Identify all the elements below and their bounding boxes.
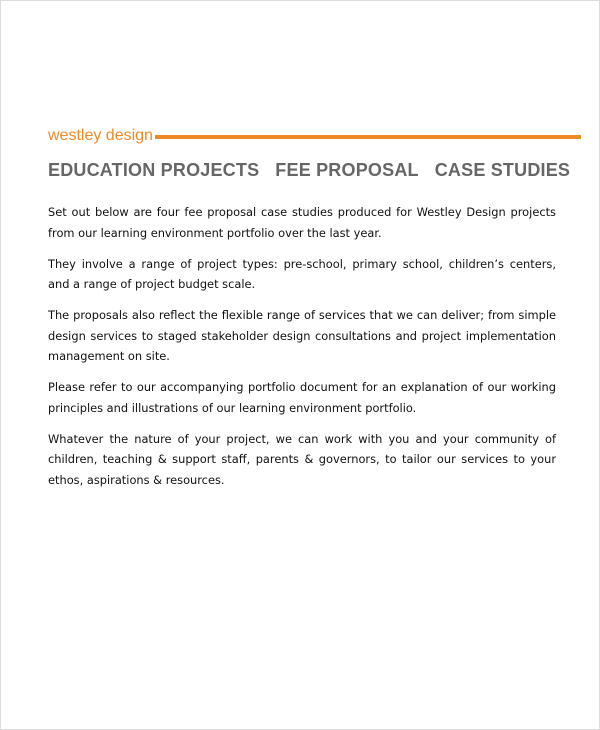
heading-part-fee-proposal: FEE PROPOSAL [275, 160, 419, 180]
brand-header [48, 125, 581, 147]
heading-part-case-studies: CASE STUDIES [434, 160, 571, 180]
document-body [48, 202, 556, 501]
brand-rule-divider [155, 135, 581, 139]
paragraph-services: The proposals also reflect the flexible range of services that we can deliver; from simple design services to staged stakeholder design consultations and project implementation management on site. [48, 308, 556, 363]
brand-name: westley design [48, 127, 153, 144]
paragraph-project-types: They involve a range of project types: pre-school, primary school, children’s centers, and a range of project budget scale. [48, 256, 556, 291]
paragraph-closing: Whatever the nature of your project, we can work with you and your community of children, teaching & support staff, parents & governors, to tailor our services to your ethos, aspirations & resources. [48, 431, 556, 487]
document-heading [48, 157, 581, 183]
paragraph-intro: Set out below are four fee proposal case studies produced for Westley Design projects from our learning environment portfolio over the last year. [48, 205, 556, 240]
heading-part-education-projects: EDUCATION PROJECTS [48, 160, 260, 180]
paragraph-portfolio-reference: Please refer to our accompanying portfolio document for an explanation of our working principles and illustrations of our learning environment portfolio. [48, 380, 556, 415]
